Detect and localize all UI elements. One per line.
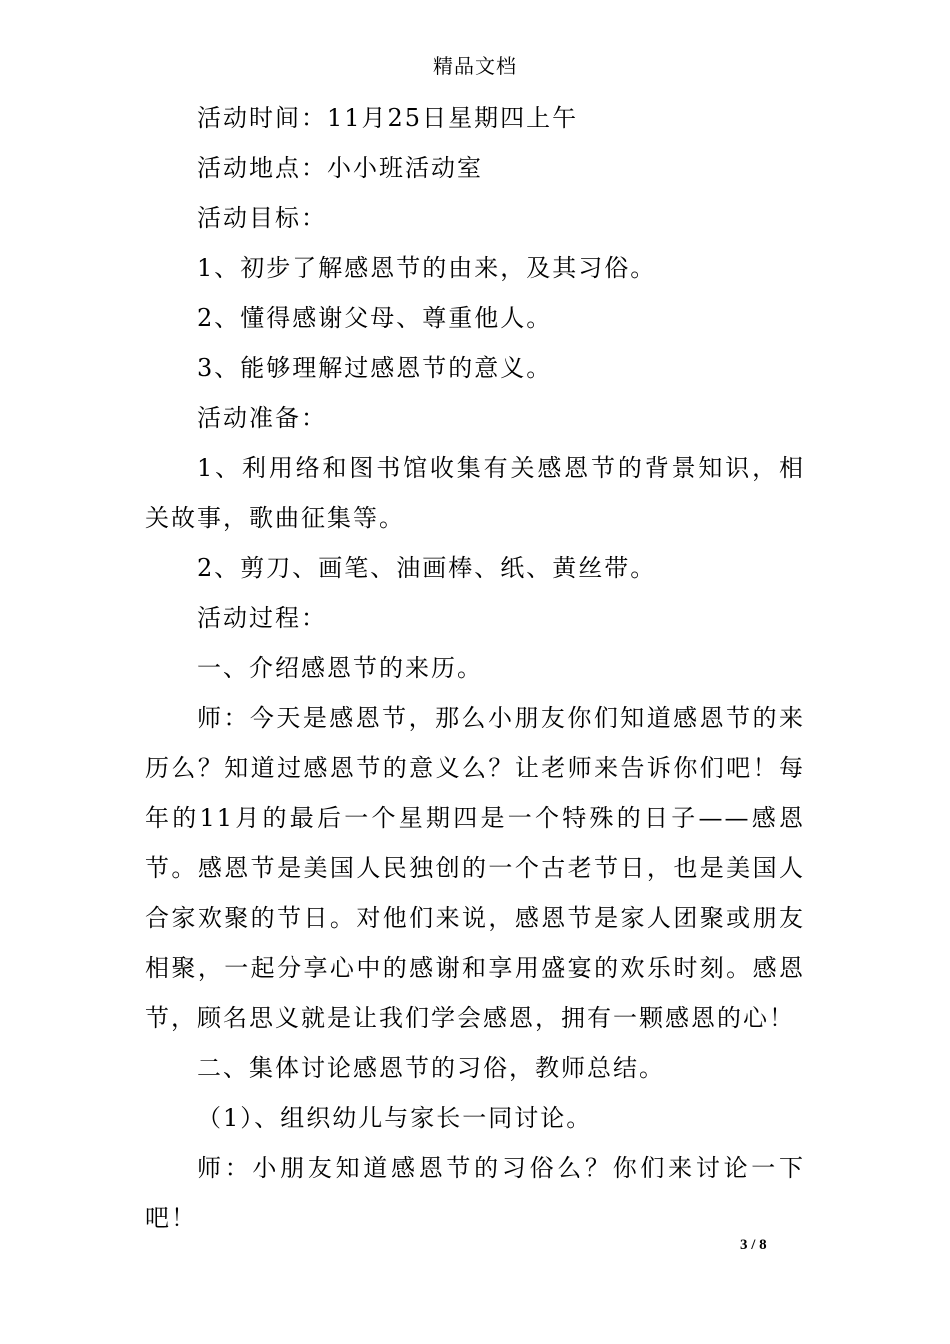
document-body [145, 93, 805, 1243]
heading-preparation: 活动准备： [197, 404, 327, 432]
goal-item-3: 3、能够理解过感恩节的意义。 [197, 354, 553, 382]
preparation-item-1: 1、利用络和图书馆收集有关感恩节的背景知识，相关故事，歌曲征集等。 [145, 454, 805, 532]
preparation-item-2: 2、剪刀、画笔、油画棒、纸、黄丝带。 [197, 554, 657, 582]
paragraph-location: 活动地点：小小班活动室 [197, 154, 483, 182]
teacher-speech-2: 师：小朋友知道感恩节的习俗么？你们来讨论一下吧！ [145, 1154, 805, 1232]
goal-item-1: 1、初步了解感恩节的由来，及其习俗。 [197, 254, 657, 282]
process-step-1: 一、介绍感恩节的来历。 [197, 654, 483, 682]
teacher-speech-1: 师：今天是感恩节，那么小朋友你们知道感恩节的来历么？知道过感恩节的意义么？让老师来告诉你们吧！每年的11月的最后一个星期四是一个特殊的日子——感恩节。感恩节是美国人民独创的一个古老节日，也是美国人合家欢聚的节日。对他们来说，感恩节是家人团聚或朋友相聚，一起分享心中的感谢和享用盛宴的欢乐时刻。感恩节，顾名思义就是让我们学会感恩，拥有一颗感恩的心！ [145, 704, 805, 1032]
goal-item-2: 2、懂得感谢父母、尊重他人。 [197, 304, 553, 332]
heading-process: 活动过程： [197, 604, 327, 632]
document-header: 精品文档 [433, 54, 517, 78]
paragraph-time: 活动时间：11月25日星期四上午 [197, 104, 579, 132]
heading-goals: 活动目标： [197, 204, 327, 232]
process-step-2: 二、集体讨论感恩节的习俗，教师总结。 [197, 1054, 665, 1082]
process-substep-1: （1）、组织幼儿与家长一同讨论。 [197, 1104, 593, 1132]
page-indicator: 3 / 8 [740, 1237, 767, 1253]
